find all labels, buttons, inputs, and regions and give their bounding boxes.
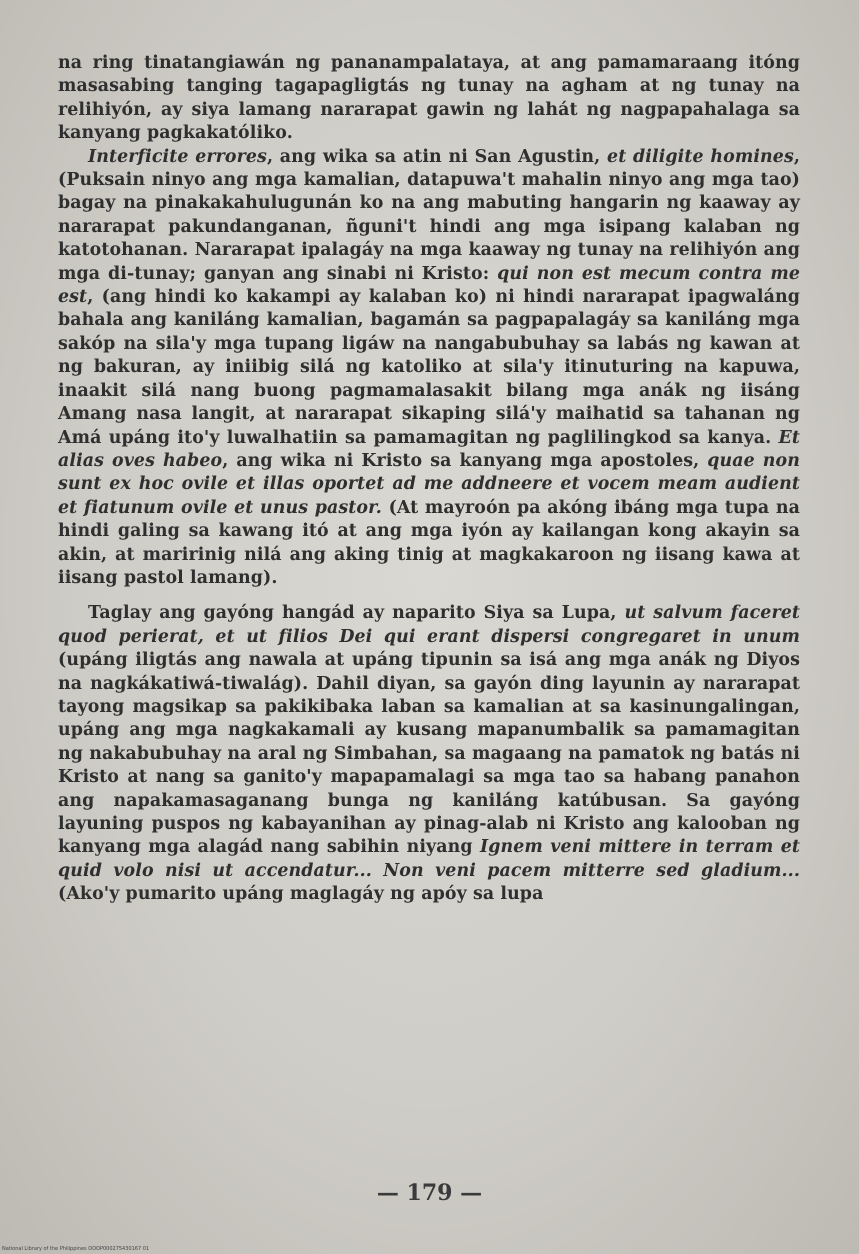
latin-quote: quae non sunt ex hoc ovile et illas oportet ad me addneere et vocem meam audient et fiatunum ovile et unus pastor.	[58, 450, 800, 518]
text-run: , ang wika sa atin ni San Agustin,	[266, 146, 608, 167]
library-footer: National Library of the Philippines DOOP000275430167 01	[2, 1246, 150, 1252]
page-number: — 179 —	[376, 1180, 483, 1206]
text-run: , (Puksain ninyo ang mga kamalian, datapuwa't mahalin ninyo ang mga tao) bagay na pinakakahulugunán ko na ang mabuting hangarin ng kaaway ay nararapat pakundanganan, ñguni't hindi ang mga isipang kalaban ng katotohanan. Nararapat ipalagáy na mga kaaway ng tunay na relihiyón ang mga di-tunay; ganyan ang sinabi ni Kristo:	[58, 146, 800, 284]
latin-quote: Et alias oves habeo	[58, 427, 800, 471]
body-text	[58, 52, 800, 907]
latin-quote: qui non est mecum contra me est	[58, 263, 800, 308]
latin-quote: et diligite homines	[607, 146, 794, 167]
latin-quote: Interficite errores	[88, 146, 267, 167]
text-run: , (ang hindi ko kakampi ay kalaban ko) ni hindi nararapat ipagwaláng bahala ang kaniláng kamalian, bagamán sa pagpapalagáy sa kaniláng mga sakóp na sila'y mga tupang ligáw na nangabubuhay sa labás ng kawan at ng bakuran, ay iniibig silá ng katoliko at sila'y itinuturing na kapuwa, inaakit silá nang buong pagmamalasakit bilang mga anák ng iisáng Amang nasa langit, at nararapat sikaping silá'y maihatid sa tahanan ng Amá upáng ito'y luwalhatiin sa pamamagitan ng paglilingkod sa kanya.	[58, 287, 800, 448]
paragraph-2	[58, 146, 800, 591]
text-run: Taglay ang gayóng hangád ay naparito Siya sa Lupa,	[88, 603, 625, 624]
latin-quote: Ignem veni mittere in terram et quid volo nisi ut accendatur... Non veni pacem mitterre sed gladium...	[58, 837, 801, 881]
paragraph-1	[58, 52, 800, 146]
text-run: , ang wika ni Kristo sa kanyang mga apostoles,	[222, 450, 708, 471]
text-run: (upáng iligtás ang nawala at upáng tipunin sa isá ang mga anák ng Diyos na nagkákatiwá-tiwalág). Dahil diyan, sa gayón ding layunin ay nararapat tayong magsikap sa pakikibaka laban sa kamalian at sa kasinungalingan, upáng ang mga nagkakamali ay kusang mapanumbalik sa pamamagitan ng nakabubuhay na aral ng Simbahan, sa magaang na pamatok ng batás ni Kristo at nang sa ganito'y mapapamalagi sa mga tao sa habang panahon ang napakamasaganang bunga ng kaniláng katúbusan. Sa gayóng layuning puspos ng kabayanihan ay pinag-alab ni Kristo ang kalooban ng kanyang mga alagád nang sabihin niyang	[58, 650, 800, 858]
latin-quote: ut salvum faceret quod perierat, et ut filios Dei qui erant dispersi congregaret in unum	[58, 603, 800, 647]
text-run: na ring tinatangiawán ng pananampalataya, at ang pamamaraang itóng masasabing tanging tagapagligtás ng tunay na agham at ng tunay na relihiyón, ay siya lamang nararapat gawin ng lahát ng nagpapahalaga sa kanyang pagkakatóliko.	[58, 53, 800, 144]
paragraph-3	[58, 602, 800, 906]
text-run: (At mayroón pa akóng ibáng mga tupa na hindi galing sa kawang itó at ang mga iyón ay kailangan kong akayin sa akin, at maririnig nilá ang aking tinig at magkakaroon ng iisang kawa at iisang pastol lamang).	[58, 497, 800, 588]
text-run: (Ako'y pumarito upáng maglagáy ng apóy sa lupa	[58, 884, 544, 905]
